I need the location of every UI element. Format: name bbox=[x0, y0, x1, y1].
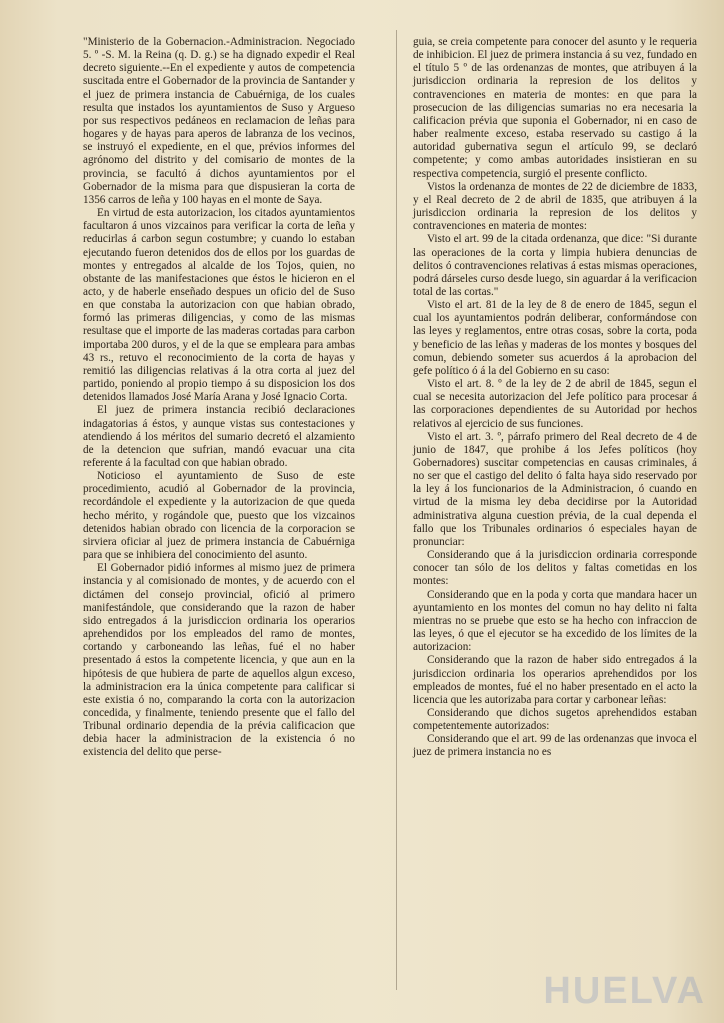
paragraph: Considerando que en la poda y corta que mandara hacer un ayuntamiento en los montes del comun no hay delito ni falta mientras no se pruebe que esto se ha hecho con infraccion de las leyes, ó que el ejecutor se ha excedido de los límites de la autorizacion: bbox=[413, 588, 697, 654]
paragraph: El juez de primera instancia recibió declaraciones indagatorias á éstos, y aunque vistas sus contestaciones y atendiendo á los méritos del sumario decretó el alzamiento de la detencion que sufrian, mandó evacuar una cita referente á la facultad con que habian obrado. bbox=[83, 404, 355, 469]
column-divider bbox=[396, 30, 397, 990]
paragraph: "Ministerio de la Gobernacion.-Administracion. Negociado 5. º -S. M. la Reina (q. D. g.) se ha dignado expedir el Real decreto siguiente.--En el expediente y autos de competencia suscitada entre el Gobernador de la provincia de Santander y el juez de primera instancia de Cabuérniga, de los cuales resulta que instados los ayuntamientos de Suso y Argueso por sus respectivos pedáneos en reclamacion de leñas para hogares y de hayas para aperos de labranza de los vecinos, se instruyó el expediente, en el que, prévios informes del agrónomo del distrito y del comisario de montes de la provincia, se facultó á dichos ayuntamientos por el Gobernador de la misma para que dispusieran la corta de 1356 carros de leña y 100 hayas en el monte de Saya. bbox=[83, 36, 355, 206]
paragraph: Visto el art. 99 de la citada ordenanza, que dice: "Si durante las operaciones de la corta y limpia hubiera denuncias de delitos ó contravenciones relativas á estas mismas operaciones, podrá dárseles curso desde luego, sin aguardar á la verificacion total de las cortas." bbox=[413, 233, 697, 298]
right-column bbox=[413, 36, 697, 760]
library-watermark: HUELVA bbox=[543, 970, 706, 1012]
paragraph: En virtud de esta autorizacion, los citados ayuntamientos facultaron á unos vizcainos para verificar la corta de leña y reducirlas á carbon segun costumbre; y cuando lo estaban ejecutando fueron detenidos dos de ellos por los guardas de montes y entregados al alcalde de los Tojos, quien, no obstante de las manifestaciones que éstos le hicieron en el acto, y de haberle enseñado despues un oficio del de Suso en que constaba la autorizacion con que habian obrado, formó las primeras diligencias, y como de las mismas resultase que el importe de las maderas cortadas para carbon importaba 200 duros, y el de la que se empleara para ambas 43 rs., retuvo el reconocimiento de la corta de hayas y remitió las diligencias relativas á la otra corta al juez del partido, poniendo al propio tiempo á su disposicion los dos detenidos llamados José María Arana y José Ignacio Corta. bbox=[83, 207, 355, 404]
paragraph: El Gobernador pidió informes al mismo juez de primera instancia y al comisionado de montes, y de acuerdo con el dictámen del consejo provincial, ofició al primero manifestándole, que considerando que la razon de haber sido entregados á la jurisdiccion ordinaria los operarios aprehendidos por los empleados del ramo de montes, cortando y carboneando las leñas, fué el no haber presentado á estos la competente licencia, y que aun en la hipótesis de que hubiera de parte de aquellos algun exceso, la administracion era la única competente para calificar si este existia ó no, comparando la corta con la autorizacion concedida, y finalmente, teniendo presente que el fallo del Tribunal ordinario dependia de la prévia calificacion que debia hacer la administracion de la existencia ó no existencia del delito que perse- bbox=[83, 562, 355, 759]
paragraph: Visto el art. 8. º de la ley de 2 de abril de 1845, segun el cual se necesita autorizacion del Jefe político para procesar á las corporaciones dependientes de su Autoridad por hechos relativos al ejercicio de sus funciones. bbox=[413, 378, 697, 430]
paragraph: Visto el art. 81 de la ley de 8 de enero de 1845, segun el cual los ayuntamientos podrán deliberar, conformándose con las leyes y reglamentos, entre otras cosas, sobre la corta, poda y beneficio de las leñas y maderas de los montes y bosques del comun, debiendo someter sus acuerdos á la aprobacion del gefe político ó á la del Gobierno en su caso: bbox=[413, 299, 697, 377]
paragraph: Considerando que el art. 99 de las ordenanzas que invoca el juez de primera instancia no es bbox=[413, 733, 697, 759]
paragraph: Vistos la ordenanza de montes de 22 de diciembre de 1833, y el Real decreto de 2 de abril de 1835, que atribuyen á la jurisdiccion ordinaria la represion de los delitos y contravenciones en materia de montes: bbox=[413, 180, 697, 233]
paragraph: Considerando que la razon de haber sido entregados á la jurisdiccion ordinaria los operarios aprehendidos por los empleados de montes, fué el no haber presentado en el acto la licencia que les autorizaba para cortar y carbonear leñas: bbox=[413, 654, 697, 706]
paragraph: guia, se creia competente para conocer del asunto y le requeria de inhibicion. El juez de primera instancia á su vez, fundado en el título 5 º de las ordenanzas de montes, que atribuyen á la jurisdiccion ordinaria la represion de los delitos y contravenciones en materia de montes: en que para la prosecucion de las diligencias sumarias no era necesaria la calificacion prévia que suponia el Gobernador, ni en caso de haber realmente exceso, estaba reservado su castigo á la autoridad gubernativa segun el artículo 99, se declaró competente; y como ambas autoridades insistieran en su respectiva competencia, surgió el presente conflicto. bbox=[413, 36, 697, 180]
paragraph: Visto el art. 3. º, párrafo primero del Real decreto de 4 de junio de 1847, que prohibe á los Jefes políticos (hoy Gobernadores) suscitar competencias en causas criminales, á no ser que el castigo del delito ó falta haya sido reservado por la ley á los funcionarios de la Administracion, ó cuando en virtud de la misma ley deba decidirse por la Autoridad administrativa alguna cuestion prévia, de la cual dependa el fallo que los Tribunales ordinarios ó especiales hayan de pronunciar: bbox=[413, 430, 697, 548]
paragraph: Noticioso el ayuntamiento de Suso de este procedimiento, acudió al Gobernador de la provincia, recordándole el expediente y la autorizacion de que queda hecho mérito, y rogándole que, puesto que los vizcainos detenidos habian obrado con licencia de la corporacion se sirviera oficiar al juez de primera instancia de Cabuérniga para que se inhibiera del conocimiento del asunto. bbox=[83, 470, 355, 562]
left-column bbox=[83, 36, 355, 760]
paragraph: Considerando que dichos sugetos aprehendidos estaban competentemente autorizados: bbox=[413, 706, 697, 733]
paragraph: Considerando que á la jurisdiccion ordinaria corresponde conocer tan sólo de los delitos y faltas cometidas en los montes: bbox=[413, 549, 697, 588]
